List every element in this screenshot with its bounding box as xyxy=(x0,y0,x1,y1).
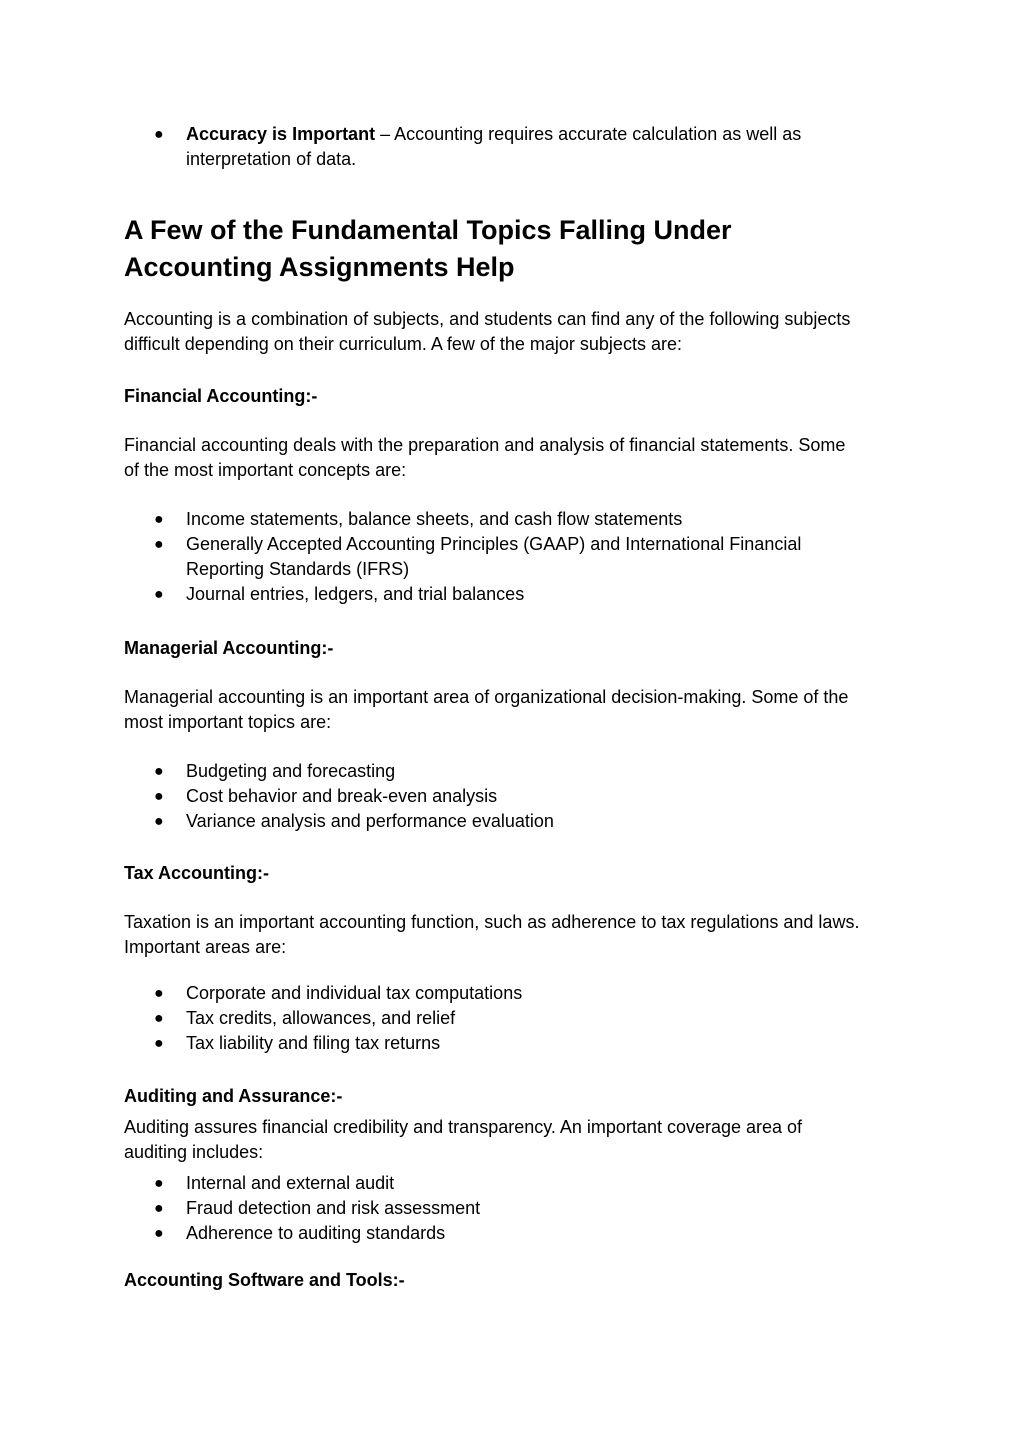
list-item: ● Tax liability and filing tax returns xyxy=(124,1031,864,1056)
section-software-title-block xyxy=(124,1268,864,1293)
section-managerial-title-block xyxy=(124,636,864,661)
bullet-icon: ● xyxy=(154,1225,164,1242)
section-title: Tax Accounting:- xyxy=(124,863,269,883)
section-title: Auditing and Assurance:- xyxy=(124,1086,343,1106)
list-item: ● Cost behavior and break-even analysis xyxy=(124,784,864,809)
intro-paragraph: Accounting is a combination of subjects, and students can find any of the following subjects difficult depending on their curriculum. A few of the major subjects are: xyxy=(124,309,851,354)
section-financial-list xyxy=(124,507,864,607)
intro-item-bold: Accuracy is Important xyxy=(186,124,376,144)
list-item: ● Generally Accepted Accounting Principles (GAAP) and International Financial Reporting Standards (IFRS) xyxy=(154,534,802,579)
section-managerial-body-block xyxy=(124,685,864,735)
list-item: ● Fraud detection and risk assessment xyxy=(124,1196,864,1221)
list-item: ● Variance analysis and performance evaluation xyxy=(124,809,864,834)
section-tax-body-block xyxy=(124,910,864,960)
bullet-icon: ● xyxy=(154,126,164,143)
bullet-icon: ● xyxy=(154,788,164,805)
bullet-icon: ● xyxy=(154,763,164,780)
bullet-icon: ● xyxy=(154,1175,164,1192)
list-item: ● Corporate and individual tax computations xyxy=(124,981,864,1006)
bullet-icon: ● xyxy=(154,536,164,553)
list-item: ● Income statements, balance sheets, and cash flow statements xyxy=(124,507,864,532)
bullet-icon: ● xyxy=(154,813,164,830)
intro-item-text: – Accounting requires accurate calculation as well as interpretation of data. xyxy=(186,124,802,169)
section-managerial-list xyxy=(124,759,864,834)
list-item: ● Internal and external audit xyxy=(124,1171,864,1196)
list-item: ● Tax credits, allowances, and relief xyxy=(124,1006,864,1031)
list-item: ● Adherence to auditing standards xyxy=(124,1221,864,1246)
bullet-icon: ● xyxy=(154,1035,164,1052)
section-auditing-list xyxy=(124,1171,864,1246)
section-financial-body-block xyxy=(124,433,864,483)
section-auditing-title-block xyxy=(124,1084,864,1109)
bullet-icon: ● xyxy=(154,511,164,528)
section-title: Financial Accounting:- xyxy=(124,386,318,406)
section-body: Auditing assures financial credibility and transparency. An important coverage area of auditing includes: xyxy=(124,1117,803,1162)
section-title: Managerial Accounting:- xyxy=(124,638,334,658)
section-tax-title-block xyxy=(124,861,864,886)
section-body: Financial accounting deals with the preparation and analysis of financial statements. Some of the most important concepts are: xyxy=(124,435,846,480)
section-body: Managerial accounting is an important area of organizational decision-making. Some of the most important topics are: xyxy=(124,687,849,732)
section-tax-list xyxy=(124,981,864,1056)
list-item xyxy=(124,122,864,172)
bullet-icon: ● xyxy=(154,1200,164,1217)
bullet-icon: ● xyxy=(154,586,164,603)
main-heading-block xyxy=(124,212,864,286)
section-title: Accounting Software and Tools:- xyxy=(124,1270,405,1290)
section-body: Taxation is an important accounting function, such as adherence to tax regulations and laws. Important areas are: xyxy=(124,912,860,957)
bullet-icon: ● xyxy=(154,1010,164,1027)
list-item: ● Budgeting and forecasting xyxy=(124,759,864,784)
list-item: ● Journal entries, ledgers, and trial balances xyxy=(124,582,864,607)
section-financial-title-block xyxy=(124,384,864,409)
section-auditing-body-block xyxy=(124,1115,864,1165)
bullet-icon: ● xyxy=(154,985,164,1002)
intro-paragraph-block xyxy=(124,307,864,357)
page-title: A Few of the Fundamental Topics Falling Under Accounting Assignments Help xyxy=(124,215,732,282)
intro-list xyxy=(124,122,864,172)
